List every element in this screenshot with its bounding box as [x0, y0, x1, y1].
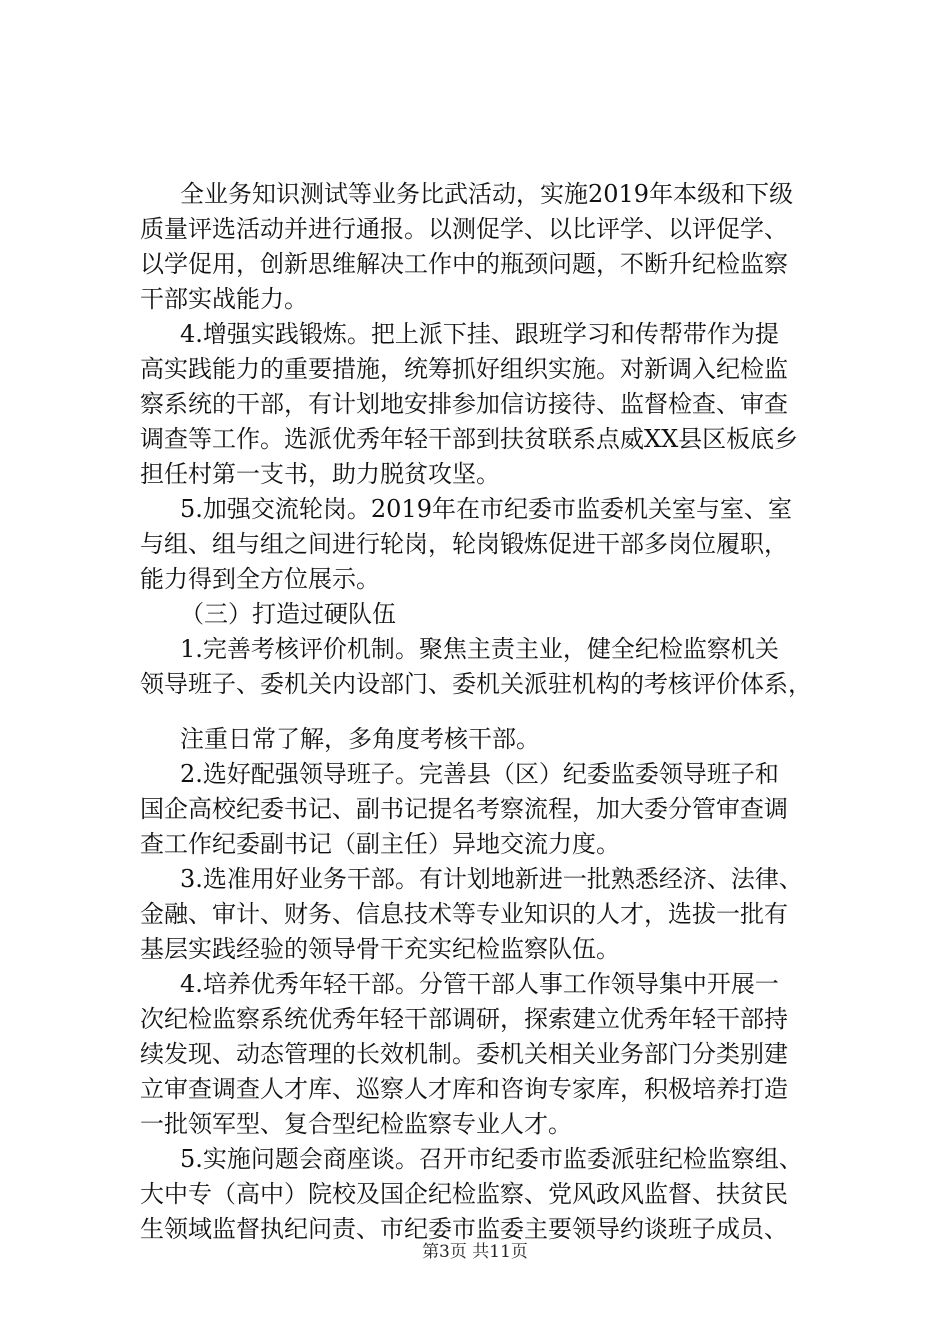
text-line: 次纪检监察系统优秀年轻干部调研，探索建立优秀年轻干部持: [140, 1005, 788, 1033]
text-line: 1.完善考核评价机制。聚焦主责主业，健全纪检监察机关: [180, 635, 779, 663]
text-line: 3.选准用好业务干部。有计划地新进一批熟悉经济、法律、: [180, 865, 803, 893]
text-line: 4.培养优秀年轻干部。分管干部人事工作领导集中开展一: [180, 970, 779, 998]
text-line: 立审查调查人才库、巡察人才库和咨询专家库，积极培养打造: [140, 1075, 788, 1103]
text-line: 干部实战能力。: [140, 285, 308, 313]
text-line: 质量评选活动并进行通报。以测促学、以比评学、以评促学、: [140, 215, 788, 243]
text-line: 5.实施问题会商座谈。召开市纪委市监委派驻纪检监察组、: [180, 1145, 803, 1173]
text-line: 察系统的干部，有计划地安排参加信访接待、监督检查、审查: [140, 390, 788, 418]
text-line: 续发现、动态管理的长效机制。委机关相关业务部门分类别建: [140, 1040, 788, 1068]
text-line: 国企高校纪委书记、副书记提名考察流程，加大委分管审查调: [140, 795, 788, 823]
text-line: 5.加强交流轮岗。2019年在市纪委市监委机关室与室、室: [180, 495, 792, 523]
text-line: 基层实践经验的领导骨干充实纪检监察队伍。: [140, 935, 620, 963]
text-line: 2.选好配强领导班子。完善县（区）纪委监委领导班子和: [180, 760, 779, 788]
text-line: 高实践能力的重要措施，统筹抓好组织实施。对新调入纪检监: [140, 355, 788, 383]
section-heading: （三）打造过硬队伍: [180, 600, 396, 628]
text-line: 查工作纪委副书记（副主任）异地交流力度。: [140, 830, 620, 858]
text-line: 金融、审计、财务、信息技术等专业知识的人才，选拔一批有: [140, 900, 788, 928]
text-line: 与组、组与组之间进行轮岗，轮岗锻炼促进干部多岗位履职，: [140, 530, 788, 558]
text-line: 担任村第一支书，助力脱贫攻坚。: [140, 460, 500, 488]
text-line: 4.增强实践锻炼。把上派下挂、跟班学习和传帮带作为提: [180, 320, 779, 348]
text-line: 生领域监督执纪问责、市纪委市监委主要领导约谈班子成员、: [140, 1215, 788, 1243]
text-line: 能力得到全方位展示。: [140, 565, 380, 593]
text-line: 一批领军型、复合型纪检监察专业人才。: [140, 1110, 572, 1138]
text-line: 注重日常了解，多角度考核干部。: [180, 725, 540, 753]
page-number-footer: 第3页 共11页: [422, 1242, 528, 1262]
text-line: 全业务知识测试等业务比武活动，实施2019年本级和下级: [180, 180, 794, 208]
text-line: 大中专（高中）院校及国企纪检监察、党风政风监督、扶贫民: [140, 1180, 788, 1208]
text-line: 以学促用，创新思维解决工作中的瓶颈问题，不断升纪检监察: [140, 250, 788, 278]
text-line: 调查等工作。选派优秀年轻干部到扶贫联系点威XX县区板底乡: [140, 425, 799, 453]
text-line: 领导班子、委机关内设部门、委机关派驻机构的考核评价体系，: [140, 670, 812, 698]
